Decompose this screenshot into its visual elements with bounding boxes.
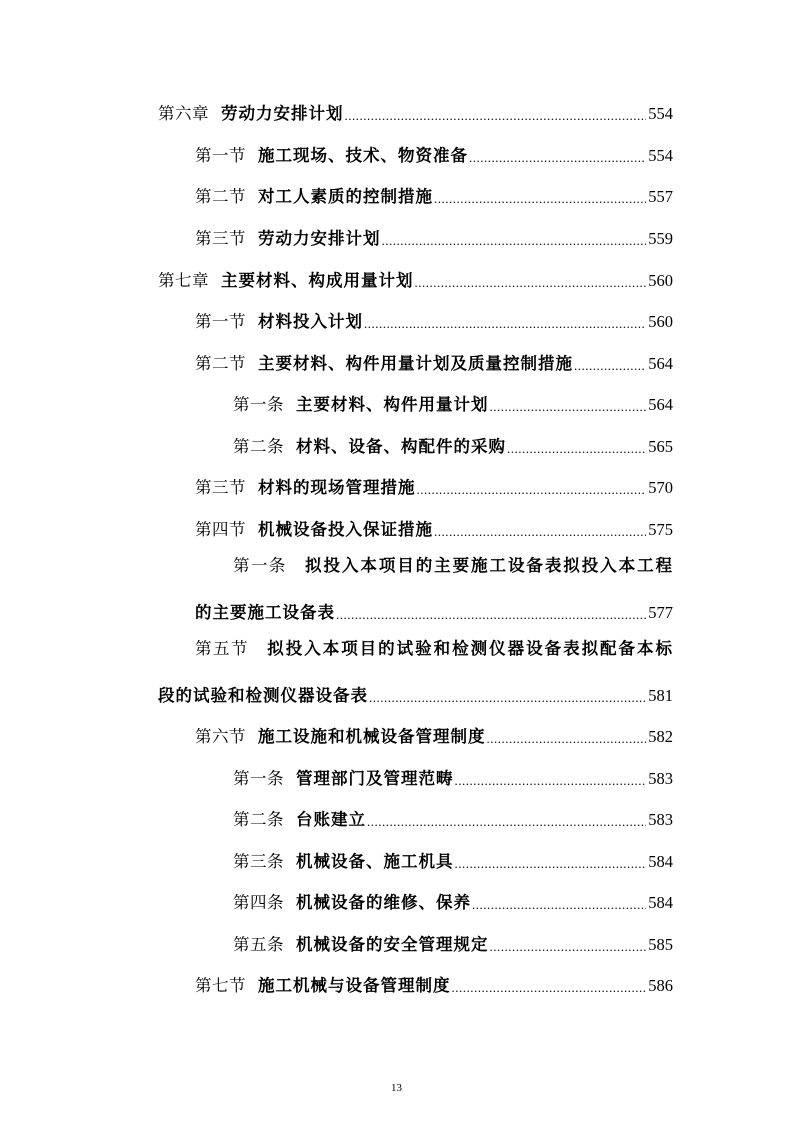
toc-entry-article[interactable] — [233, 760, 673, 790]
dot-leader — [367, 813, 646, 831]
dot-leader — [336, 606, 646, 624]
toc-entry-section[interactable] — [195, 718, 673, 748]
dot-leader — [455, 772, 647, 790]
toc-entry-article[interactable] — [233, 801, 673, 831]
toc-entry-title: 施工设施和机械设备管理制度 — [258, 727, 486, 746]
dot-leader — [472, 896, 646, 914]
toc-entry-section[interactable] — [195, 638, 673, 664]
dot-leader — [382, 232, 647, 250]
toc-entry-number: 第二条 — [233, 810, 284, 829]
toc-entry-page: 560 — [648, 271, 673, 290]
toc-entry-title: 对工人素质的控制措施 — [258, 187, 433, 206]
toc-entry-section[interactable] — [195, 345, 673, 375]
toc-entry-section[interactable] — [195, 967, 673, 997]
toc-entry-number: 第四节 — [195, 520, 246, 539]
toc-entry-page: 584 — [648, 852, 673, 871]
dot-leader — [507, 440, 646, 458]
dot-leader — [455, 855, 647, 873]
dot-leader — [469, 149, 646, 167]
toc-entry-title: 拟投入本项目的试验和检测仪器设备表拟配备本标 — [267, 639, 674, 658]
toc-entry-number: 第一条 — [233, 395, 284, 414]
toc-entry-page: 560 — [648, 312, 673, 331]
toc-entry-page: 575 — [648, 520, 673, 539]
toc-entry-title: 拟投入本项目的主要施工设备表拟投入本工程 — [305, 556, 674, 575]
toc-entry-number: 第一条 — [233, 556, 287, 575]
toc-entry-number: 第六节 — [195, 727, 246, 746]
toc-entry-section[interactable] — [195, 220, 673, 250]
toc-entry-page: 583 — [648, 810, 673, 829]
toc-entry-page: 586 — [648, 976, 673, 995]
toc-entry-title: 主要材料、构件用量计划及质量控制措施 — [258, 354, 573, 373]
toc-entry-title: 机械设备投入保证措施 — [258, 520, 433, 539]
toc-entry-number: 第七节 — [195, 976, 246, 995]
dot-leader — [369, 689, 646, 707]
toc-entry-chapter[interactable] — [158, 262, 673, 292]
toc-entry-continuation[interactable] — [195, 594, 673, 624]
toc-entry-title: 台账建立 — [296, 810, 366, 829]
toc-entry-title: 劳动力安排计划 — [258, 229, 381, 248]
toc-entry-article[interactable] — [233, 926, 673, 956]
toc-entry-page: 584 — [648, 893, 673, 912]
toc-entry-title-continuation: 段的试验和检测仪器设备表 — [158, 686, 368, 705]
toc-entry-number: 第二节 — [195, 187, 246, 206]
dot-leader — [345, 107, 647, 125]
toc-entry-page: 582 — [648, 727, 673, 746]
toc-entry-title: 施工机械与设备管理制度 — [258, 976, 451, 995]
toc-entry-number: 第五条 — [233, 935, 284, 954]
toc-entry-section[interactable] — [195, 137, 673, 167]
toc-entry-number: 第一节 — [195, 312, 246, 331]
toc-entry-article[interactable] — [233, 386, 673, 416]
toc-entry-article[interactable] — [233, 884, 673, 914]
toc-entry-page: 564 — [648, 395, 673, 414]
toc-entry-section[interactable] — [195, 511, 673, 541]
toc-entry-title: 机械设备、施工机具 — [296, 852, 454, 871]
toc-entry-title: 机械设备的维修、保养 — [296, 893, 471, 912]
dot-leader — [415, 274, 647, 292]
dot-leader — [490, 398, 647, 416]
toc-entry-number: 第一节 — [195, 146, 246, 165]
toc-entry-title: 劳动力安排计划 — [221, 104, 344, 123]
toc-entry-page: 559 — [648, 229, 673, 248]
toc-entry-chapter[interactable] — [158, 95, 673, 125]
toc-entry-page: 554 — [648, 104, 673, 123]
dot-leader — [574, 357, 646, 375]
dot-leader — [434, 190, 646, 208]
toc-entry-page: 585 — [648, 935, 673, 954]
toc-entry-title: 施工现场、技术、物资准备 — [258, 146, 468, 165]
toc-entry-section[interactable] — [195, 178, 673, 208]
dot-leader — [417, 481, 647, 499]
toc-entry-title: 主要材料、构成用量计划 — [221, 271, 414, 290]
toc-entry-number: 第二节 — [195, 354, 246, 373]
toc-entry-number: 第六章 — [158, 104, 209, 123]
toc-entry-number: 第二条 — [233, 437, 284, 456]
dot-leader — [487, 730, 647, 748]
toc-entry-title: 材料的现场管理措施 — [258, 478, 416, 497]
toc-entry-page: 565 — [648, 437, 673, 456]
dot-leader — [490, 938, 647, 956]
toc-entry-title: 机械设备的安全管理规定 — [296, 935, 489, 954]
toc-entry-article[interactable] — [233, 428, 673, 458]
dot-leader — [434, 523, 646, 541]
toc-entry-article[interactable] — [233, 843, 673, 873]
toc-entry-page: 564 — [648, 354, 673, 373]
toc-entry-title: 管理部门及管理范畴 — [296, 769, 454, 788]
toc-entry-page: 554 — [648, 146, 673, 165]
toc-entry-page: 570 — [648, 478, 673, 497]
toc-entry-number: 第一条 — [233, 769, 284, 788]
toc-entry-title: 材料投入计划 — [258, 312, 363, 331]
toc-entry-number: 第七章 — [158, 271, 209, 290]
dot-leader — [364, 315, 646, 333]
dot-leader — [452, 979, 647, 997]
toc-entry-number: 第三节 — [195, 478, 246, 497]
toc-entry-section[interactable] — [195, 469, 673, 499]
toc-entry-page: 577 — [648, 603, 673, 622]
toc-entry-number: 第三条 — [233, 852, 284, 871]
toc-entry-section[interactable] — [195, 303, 673, 333]
toc-entry-page: 581 — [648, 686, 673, 705]
toc-entry-number: 第三节 — [195, 229, 246, 248]
toc-entry-title: 主要材料、构件用量计划 — [296, 395, 489, 414]
toc-entry-title-continuation: 的主要施工设备表 — [195, 603, 335, 622]
toc-entry-title: 材料、设备、构配件的采购 — [296, 437, 506, 456]
toc-entry-number: 第四条 — [233, 893, 284, 912]
toc-entry-continuation[interactable] — [158, 677, 673, 707]
page-number: 13 — [391, 1082, 402, 1094]
toc-entry-page: 583 — [648, 769, 673, 788]
toc-entry-article[interactable] — [233, 555, 673, 581]
toc-entry-number: 第五节 — [195, 639, 249, 658]
toc-entry-page: 557 — [648, 187, 673, 206]
